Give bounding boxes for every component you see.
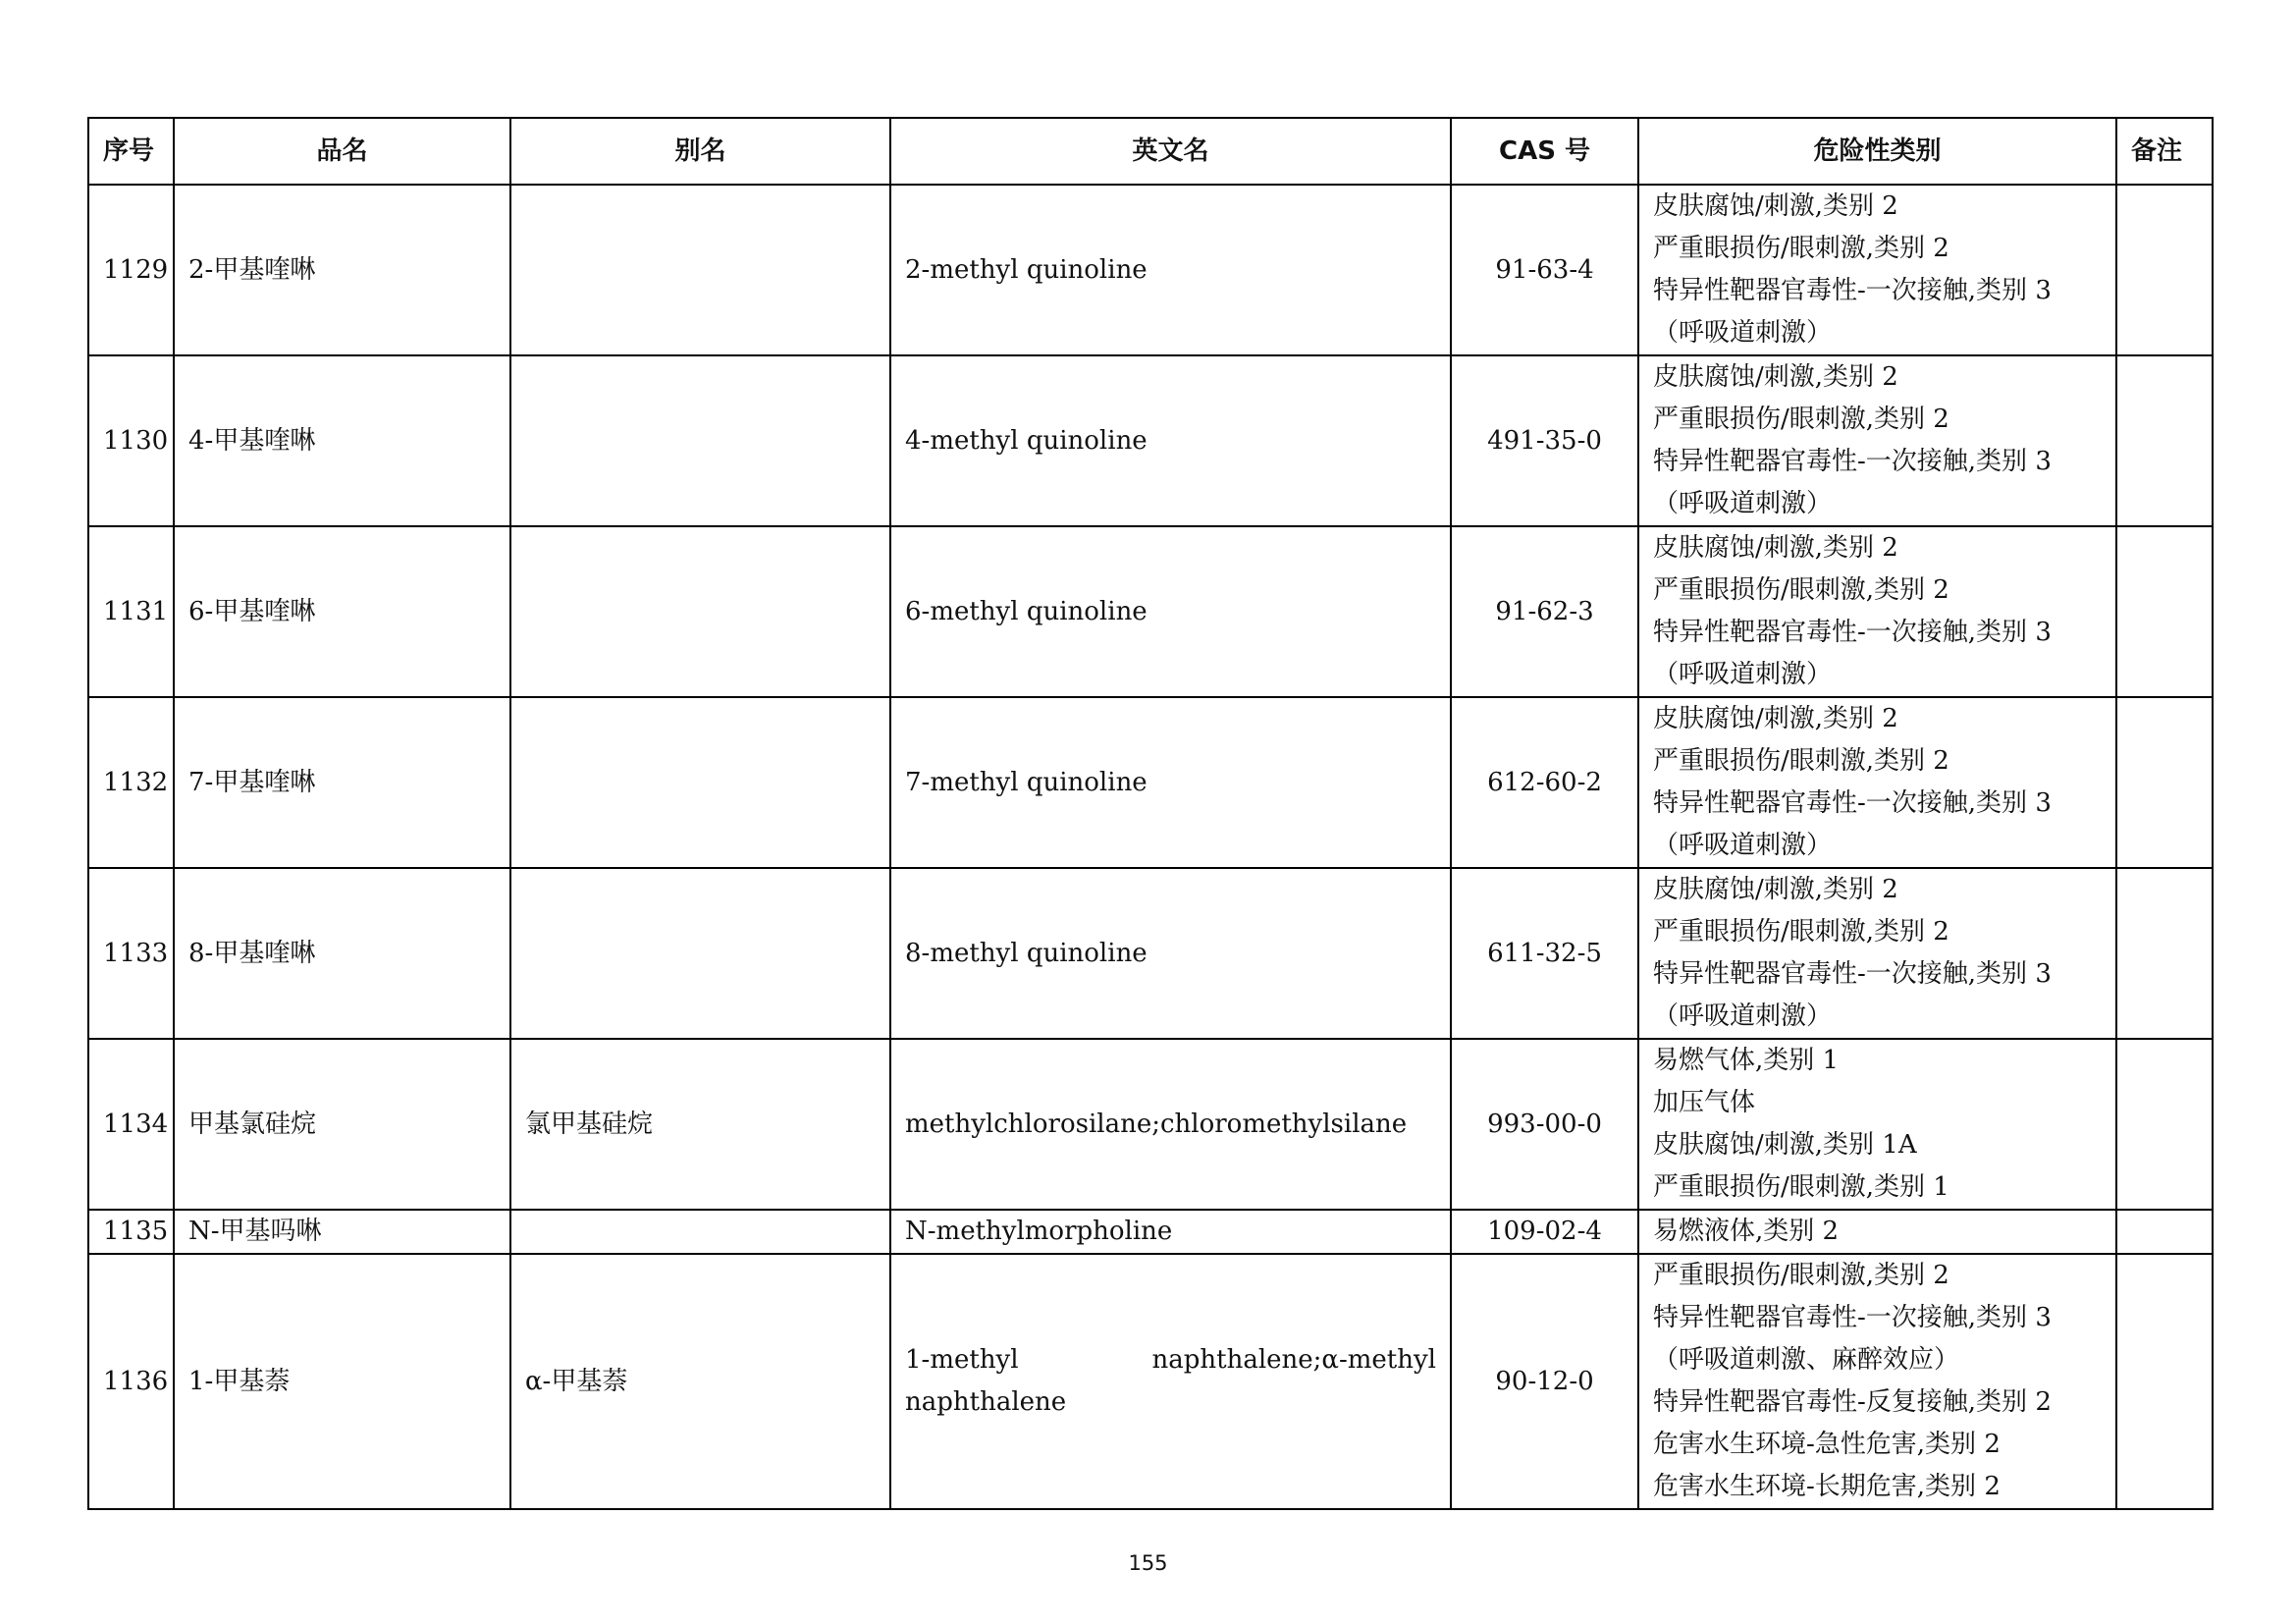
table-row bbox=[88, 868, 2213, 1039]
hazard-line: 皮肤腐蚀/刺激,类别 2 bbox=[1653, 362, 1898, 392]
cell-english: 4-methyl quinoline bbox=[890, 355, 1451, 526]
cell-english: 1-methyl naphthalene;α-methyl naphthalene bbox=[890, 1254, 1451, 1509]
hazard-line: 严重眼损伤/眼刺激,类别 2 bbox=[1653, 405, 1949, 434]
cell-hazard bbox=[1638, 1210, 2116, 1254]
hazard-line: 皮肤腐蚀/刺激,类别 1A bbox=[1653, 1130, 1917, 1160]
cell-hazard bbox=[1638, 526, 2116, 697]
cell-cas: 109-02-4 bbox=[1451, 1210, 1638, 1254]
hazard-line: 特异性靶器官毒性-一次接触,类别 3 bbox=[1653, 1303, 2052, 1332]
cell-name: 7-甲基喹啉 bbox=[174, 697, 510, 868]
cell-hazard bbox=[1638, 355, 2116, 526]
table-row bbox=[88, 1039, 2213, 1210]
header-note: 备注 bbox=[2116, 118, 2213, 185]
hazard-line: 加压气体 bbox=[1653, 1088, 1756, 1117]
cell-alias bbox=[510, 355, 890, 526]
hazard-line: 危害水生环境-急性危害,类别 2 bbox=[1653, 1430, 2001, 1459]
hazard-line: （呼吸道刺激） bbox=[1653, 318, 1833, 348]
cell-name: 1-甲基萘 bbox=[174, 1254, 510, 1509]
cell-note bbox=[2116, 355, 2213, 526]
cell-name: N-甲基吗啉 bbox=[174, 1210, 510, 1254]
hazard-line: （呼吸道刺激） bbox=[1653, 1001, 1833, 1031]
table-row bbox=[88, 1210, 2213, 1254]
table-row bbox=[88, 1254, 2213, 1509]
header-hazard: 危险性类别 bbox=[1638, 118, 2116, 185]
cell-no: 1133 bbox=[88, 868, 174, 1039]
cell-hazard bbox=[1638, 1039, 2116, 1210]
hazard-line: （呼吸道刺激） bbox=[1653, 660, 1833, 689]
cell-no: 1132 bbox=[88, 697, 174, 868]
cell-note bbox=[2116, 185, 2213, 355]
cell-english: methylchlorosilane;chloromethylsilane bbox=[890, 1039, 1451, 1210]
header-no: 序号 bbox=[88, 118, 174, 185]
hazard-line: 特异性靶器官毒性-一次接触,类别 3 bbox=[1653, 959, 2052, 989]
hazard-line: 严重眼损伤/眼刺激,类别 2 bbox=[1653, 917, 1949, 947]
cell-no: 1129 bbox=[88, 185, 174, 355]
hazard-line: 特异性靶器官毒性-一次接触,类别 3 bbox=[1653, 618, 2052, 647]
hazard-line: 特异性靶器官毒性-一次接触,类别 3 bbox=[1653, 447, 2052, 476]
table-row bbox=[88, 185, 2213, 355]
cell-english: 2-methyl quinoline bbox=[890, 185, 1451, 355]
cell-note bbox=[2116, 1254, 2213, 1509]
cell-note bbox=[2116, 1039, 2213, 1210]
cell-no: 1135 bbox=[88, 1210, 174, 1254]
table-row bbox=[88, 697, 2213, 868]
hazard-line: （呼吸道刺激） bbox=[1653, 831, 1833, 860]
cell-alias: 氯甲基硅烷 bbox=[510, 1039, 890, 1210]
cell-hazard bbox=[1638, 1254, 2116, 1509]
hazard-line: （呼吸道刺激） bbox=[1653, 489, 1833, 518]
header-cas: CAS 号 bbox=[1451, 118, 1638, 185]
cell-name: 2-甲基喹啉 bbox=[174, 185, 510, 355]
page-number: 155 bbox=[1128, 1551, 1168, 1575]
cell-hazard bbox=[1638, 868, 2116, 1039]
cell-alias bbox=[510, 697, 890, 868]
cell-cas: 90-12-0 bbox=[1451, 1254, 1638, 1509]
hazard-line: 严重眼损伤/眼刺激,类别 2 bbox=[1653, 746, 1949, 776]
hazard-line: 特异性靶器官毒性-反复接触,类别 2 bbox=[1653, 1387, 2052, 1417]
hazard-line: （呼吸道刺激、麻醉效应） bbox=[1653, 1345, 1960, 1375]
cell-alias bbox=[510, 868, 890, 1039]
table-row bbox=[88, 526, 2213, 697]
cell-no: 1136 bbox=[88, 1254, 174, 1509]
chemical-table bbox=[87, 117, 2214, 1510]
header-alias: 别名 bbox=[510, 118, 890, 185]
hazard-line: 特异性靶器官毒性-一次接触,类别 3 bbox=[1653, 276, 2052, 305]
cell-alias: α-甲基萘 bbox=[510, 1254, 890, 1509]
header-name: 品名 bbox=[174, 118, 510, 185]
hazard-line: 皮肤腐蚀/刺激,类别 2 bbox=[1653, 704, 1898, 733]
cell-name: 6-甲基喹啉 bbox=[174, 526, 510, 697]
hazard-line: 严重眼损伤/眼刺激,类别 2 bbox=[1653, 575, 1949, 605]
cell-note bbox=[2116, 526, 2213, 697]
hazard-line: 皮肤腐蚀/刺激,类别 2 bbox=[1653, 533, 1898, 563]
hazard-line: 皮肤腐蚀/刺激,类别 2 bbox=[1653, 875, 1898, 904]
hazard-line: 易燃气体,类别 1 bbox=[1653, 1046, 1840, 1075]
cell-hazard bbox=[1638, 185, 2116, 355]
cell-english: 8-methyl quinoline bbox=[890, 868, 1451, 1039]
cell-alias bbox=[510, 526, 890, 697]
cell-alias bbox=[510, 185, 890, 355]
cell-note bbox=[2116, 697, 2213, 868]
hazard-line: 严重眼损伤/眼刺激,类别 2 bbox=[1653, 234, 1949, 263]
cell-cas: 993-00-0 bbox=[1451, 1039, 1638, 1210]
cell-hazard bbox=[1638, 697, 2116, 868]
hazard-line: 易燃液体,类别 2 bbox=[1653, 1217, 1840, 1246]
table-header-row bbox=[88, 118, 2213, 185]
cell-cas: 91-63-4 bbox=[1451, 185, 1638, 355]
cell-english: 6-methyl quinoline bbox=[890, 526, 1451, 697]
table-row bbox=[88, 355, 2213, 526]
cell-name: 4-甲基喹啉 bbox=[174, 355, 510, 526]
hazard-line: 特异性靶器官毒性-一次接触,类别 3 bbox=[1653, 788, 2052, 818]
header-english: 英文名 bbox=[890, 118, 1451, 185]
cell-note bbox=[2116, 868, 2213, 1039]
cell-name: 8-甲基喹啉 bbox=[174, 868, 510, 1039]
cell-no: 1131 bbox=[88, 526, 174, 697]
hazard-line: 皮肤腐蚀/刺激,类别 2 bbox=[1653, 191, 1898, 221]
cell-name: 甲基氯硅烷 bbox=[174, 1039, 510, 1210]
cell-english: 7-methyl quinoline bbox=[890, 697, 1451, 868]
hazard-line: 严重眼损伤/眼刺激,类别 2 bbox=[1653, 1261, 1949, 1290]
cell-no: 1130 bbox=[88, 355, 174, 526]
cell-cas: 611-32-5 bbox=[1451, 868, 1638, 1039]
hazard-line: 危害水生环境-长期危害,类别 2 bbox=[1653, 1472, 2001, 1501]
cell-english: N-methylmorpholine bbox=[890, 1210, 1451, 1254]
hazard-line: 严重眼损伤/眼刺激,类别 1 bbox=[1653, 1172, 1949, 1202]
cell-note bbox=[2116, 1210, 2213, 1254]
cell-cas: 91-62-3 bbox=[1451, 526, 1638, 697]
cell-cas: 612-60-2 bbox=[1451, 697, 1638, 868]
cell-cas: 491-35-0 bbox=[1451, 355, 1638, 526]
cell-no: 1134 bbox=[88, 1039, 174, 1210]
cell-alias bbox=[510, 1210, 890, 1254]
